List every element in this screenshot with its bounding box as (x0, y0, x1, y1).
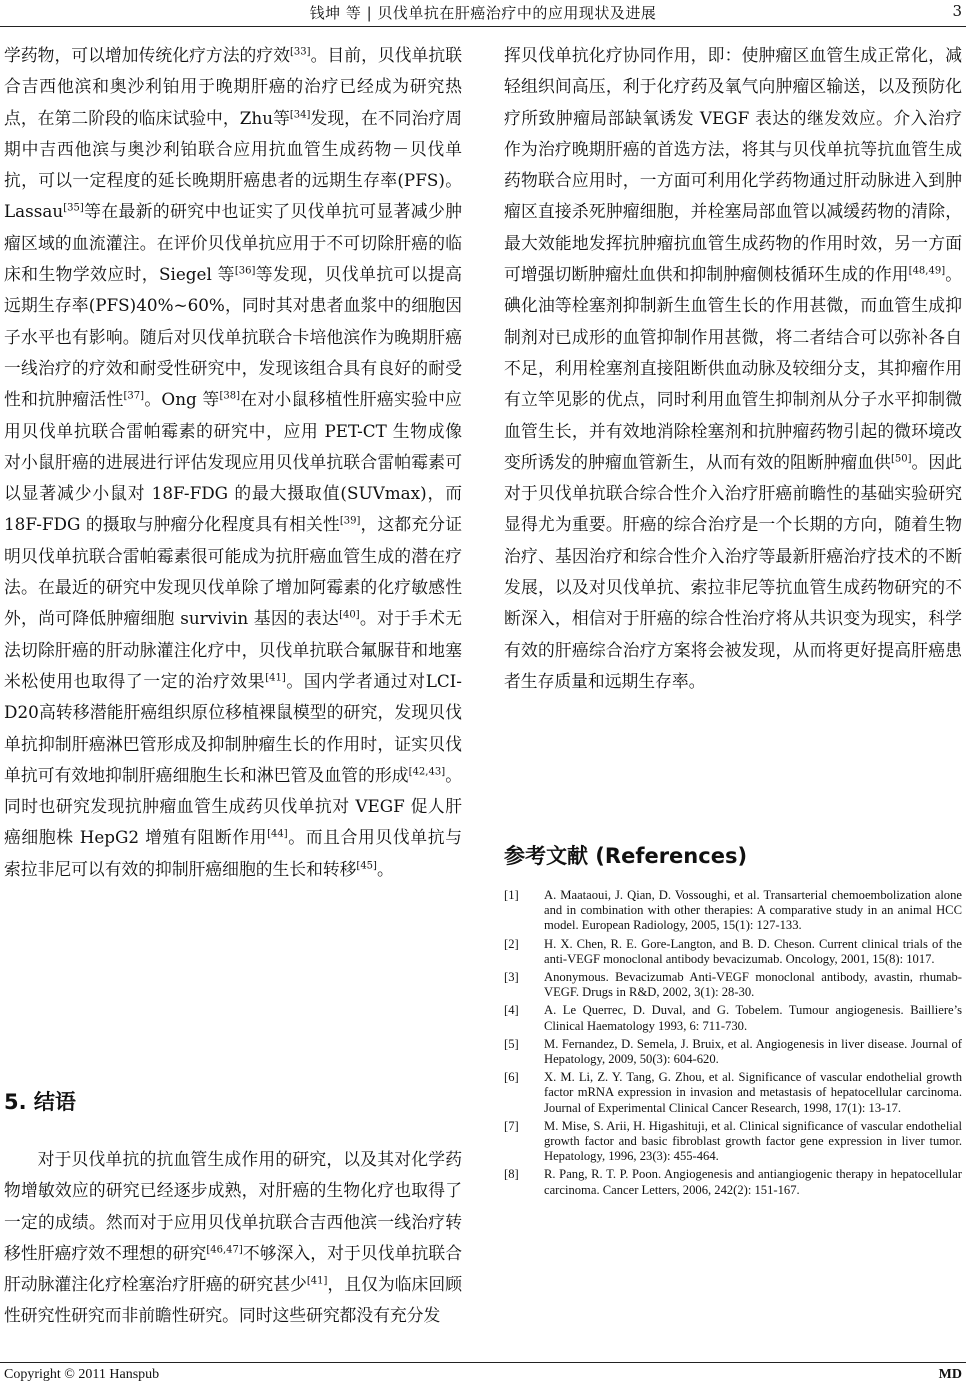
reference-item (504, 1037, 962, 1067)
citation: [41] (306, 1275, 328, 1287)
citation: [35] (63, 202, 84, 214)
body-paragraph: 对于贝伐单抗的抗血管生成作用的研究，以及其对化学药物增敏效应的研究已经逐步成熟，对肝癌的生物化疗也取得了一定的成绩。然而对于应用贝伐单抗联合吉西他滨一线治疗转移性肝癌疗效不理想的研究[46,47]不够深入，对于贝伐单抗联合肝动脉灌注化疗栓塞治疗肝癌的研究甚少[41]，且仅为临床回顾性研究性研究而非前瞻性研究。同时这些研究都没有充分发 (4, 1149, 462, 1326)
copyright-notice: Copyright © 2011 Hanspub (4, 1367, 160, 1382)
citation: [48,49] (908, 265, 946, 277)
reference-number: [1] (504, 888, 519, 902)
page-header (0, 0, 966, 27)
publisher-mark: MD (938, 1367, 962, 1382)
citation: [41] (265, 672, 286, 684)
reference-text: A. Le Querrec, D. Duval, and G. Tobelem. Tumour angiogenesis. Bailliere’s Clinical Haematology 1993, 6: 711-730. (544, 1003, 962, 1033)
reference-item (504, 1167, 962, 1197)
left-column (4, 40, 462, 885)
reference-item (504, 888, 962, 934)
section-5-heading: 5. 结语 (4, 1090, 76, 1114)
reference-item (504, 1070, 962, 1116)
reference-number: [8] (504, 1167, 519, 1182)
reference-text: M. Fernandez, D. Semela, J. Bruix, et al. Angiogenesis in liver disease. Journal of Hepatology, 2009, 50(3): 604-620. (544, 1036, 962, 1067)
reference-text: A. Maataoui, J. Qian, D. Vossoughi, et al. Transarterial chemoembolization alone and in combination with other therapies: A comparative study in an animal HCC model. European Radiology, 2005, 15(1): 127-133. (544, 888, 962, 933)
citation: [38] (219, 390, 240, 402)
page-footer (0, 1362, 966, 1387)
citation: [39] (339, 515, 361, 527)
reference-text: X. M. Li, Z. Y. Tang, G. Zhou, et al. Significance of vascular endothelial growth factor mRNA expression in invasion and metastasis of hepatocellular carcinoma. Journal of Experimental Clinical Cancer Research, 1998, 17(1): 13-17. (544, 1070, 962, 1115)
conclusion-column (4, 1144, 462, 1332)
references-heading: 参考文献 (References) (504, 844, 748, 868)
reference-number: [6] (504, 1070, 519, 1085)
citation: [46,47] (206, 1244, 243, 1256)
reference-item (504, 970, 962, 1000)
citation: [42,43] (408, 766, 446, 778)
reference-text: H. X. Chen, R. E. Gore-Langton, and B. D. Cheson. Current clinical trials of the anti-VEGF monoclonal antibody bevacizumab. Oncology, 2001, 15(8): 1017. (544, 936, 962, 966)
page-number: 3 (952, 2, 962, 20)
reference-item (504, 937, 962, 967)
citation: [50] (890, 453, 912, 465)
citation: [40] (339, 609, 360, 621)
reference-item (504, 1119, 962, 1165)
citation: [36] (234, 265, 256, 277)
reference-number: [7] (504, 1118, 519, 1133)
citation: [37] (123, 390, 145, 402)
reference-text: M. Mise, S. Arii, H. Higashituji, et al. Clinical significance of vascular endothelial growth factor and basic fibroblast growth factor gene expression in liver tumor. Hepatology, 1996, 23(3): 455-464. (544, 1118, 962, 1164)
reference-text: R. Pang, R. T. P. Poon. Angiogenesis and antiangiogenic therapy in hepatocellular carcinoma. Cancer Letters, 2006, 242(2): 151-167. (544, 1167, 962, 1197)
reference-text: Anonymous. Bevacizumab Anti-VEGF monoclonal antibody, avastin, rhumab-VEGF. Drugs in R&D, 2002, 3(1): 28-30. (544, 970, 962, 1000)
running-title: 钱坤 等 | 贝伐单抗在肝癌治疗中的应用现状及进展 (309, 4, 657, 22)
reference-number: [2] (504, 936, 519, 951)
body-paragraph: 挥贝伐单抗化疗协同作用，即：使肿瘤区血管生成正常化，减轻组织间高压，利于化疗药及氧气向肿瘤区输送，以及预防化疗所致肿瘤局部缺氧诱发 VEGF 表达的继发效应。介入治疗作为治疗晚期肝癌的首选方法，将其与贝伐单抗等抗血管生成药物联合应用时，一方面可利用化学药物通过肝动脉进入到肿瘤区直接杀死肿瘤细胞，并栓塞局部血管以减缓药物的清除，最大效能地发挥抗肿瘤抗血管生成药物的作用时效，另一方面可增强切断肿瘤灶血供和抑制肿瘤侧枝循环生成的作用[48,49]。碘化油等栓塞剂抑制新生血管生长的作用甚微，而血管生成抑制剂对已成形的血管抑制作用甚微，将二者结合可以弥补各自不足，利用栓塞剂直接阻断供血动脉及较细分支，其抑瘤作用有立竿见影的优点，同时利用血管生抑制剂从分子水平抑制微血管生长，并有效地消除栓塞剂和抗肿瘤药物引起的微环境改变所诱发的肿瘤血管新生，从而有效的阻断肿瘤血供[50]。因此对于贝伐单抗联合综合性介入治疗肝癌前瞻性的基础实验研究显得尤为重要。肝癌的综合治疗是一个长期的方向，随着生物治疗、基因治疗和综合性介入治疗等最新肝癌治疗技术的不断发展，以及对贝伐单抗、索拉非尼等抗血管生成药物研究的不断深入，相信对于肝癌的综合性治疗将从共识变为现实，科学有效的肝癌综合治疗方案将会被发现，从而将更好提高肝癌患者生存质量和远期生存率。 (504, 45, 962, 691)
reference-number: [3] (504, 970, 519, 985)
citation: [33] (290, 46, 311, 58)
body-paragraph: 学药物，可以增加传统化疗方法的疗效[33]。目前，贝伐单抗联合吉西他滨和奥沙利铂用于晚期肝癌的治疗已经成为研究热点，在第二阶段的临床试验中，Zhu等[34]发现，在不同治疗周期中吉西他滨与奥沙利铂联合应用抗血管生成药物－贝伐单抗，可以一定程度的延长晚期肝癌患者的远期生存率(PFS)。Lassau[35]等在最新的研究中也证实了贝伐单抗可显著减少肿瘤区域的血流灌注。在评价贝伐单抗应用于不可切除肝癌的临床和生物学效应时，Siegel 等[36]等发现，贝伐单抗可以提高远期生存率(PFS)40%~60%，同时其对患者血浆中的细胞因子水平也有影响。随后对贝伐单抗联合卡培他滨作为晚期肝癌一线治疗的疗效和耐受性研究中，发现该组合具有良好的耐受性和抗肿瘤活性[37]。Ong 等[38]在对小鼠移植性肝癌实验中应用贝伐单抗联合雷帕霉素的研究中，应用 PET-CT 生物成像对小鼠肝癌的进展进行评估发现应用贝伐单抗联合雷帕霉素可以显著减少小鼠对 18F-FDG 的最大摄取值(SUVmax)，而 18F-FDG 的摄取与肿瘤分化程度具有相关性[39]，这都充分证明贝伐单抗联合雷帕霉素很可能成为抗肝癌血管生成的潜在疗法。在最近的研究中发现贝伐单除了增加阿霉素的化疗敏感性外，尚可降低肿瘤细胞 survivin 基因的表达[40]。对于手术无法切除肝癌的肝动脉灌注化疗中，贝伐单抗联合氟脲苷和地塞米松使用也取得了一定的治疗效果[41]。国内学者通过对LCI-D20高转移潜能肝癌组织原位移植裸鼠模型的研究，发现贝伐单抗抑制肝癌淋巴管形成及抑制肿瘤生长的作用时，证实贝伐单抗可有效地抑制肝癌细胞生长和淋巴管及血管的形成[42,43]。同时也研究发现抗肿瘤血管生成药贝伐单抗对 VEGF 促人肝癌细胞株 HepG2 增殖有阻断作用[44]。而且合用贝伐单抗与索拉非尼可以有效的抑制肝癌细胞的生长和转移[45]。 (4, 45, 462, 879)
reference-number: [4] (504, 1003, 519, 1018)
citation: [34] (289, 109, 311, 120)
citation: [44] (267, 828, 288, 840)
citation: [45] (356, 860, 377, 872)
reference-list (504, 888, 962, 1201)
reference-item (504, 1003, 962, 1033)
right-column (504, 40, 962, 697)
reference-number: [5] (504, 1036, 519, 1051)
